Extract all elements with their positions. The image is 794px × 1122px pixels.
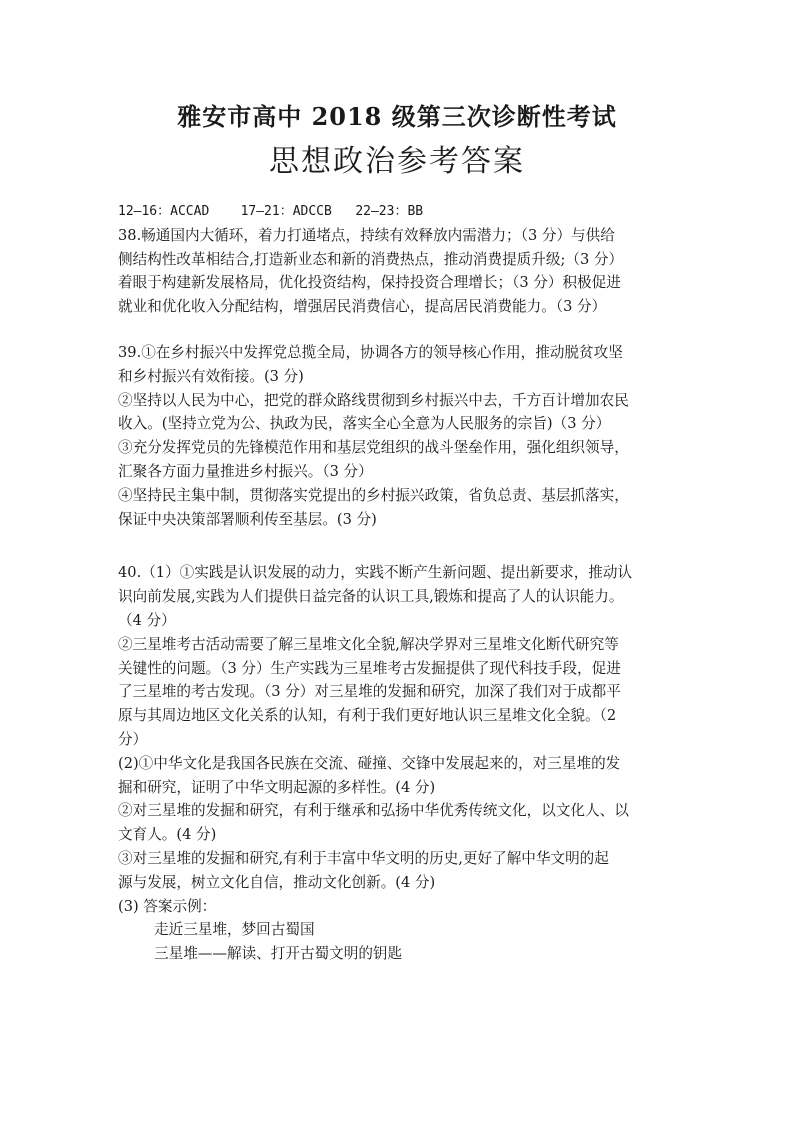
multiple-choice-answers: 12—16：ACCAD 17—21：ADCCB 22—23：BB: [118, 204, 424, 219]
q39-line: 39.①在乡村振兴中发挥党总揽全局，协调各方的领导核心作用，推动脱贫攻坚: [118, 343, 623, 361]
q38-line: 38.畅通国内大循环，着力打通堵点，持续有效释放内需潜力；（3 分）与供给: [118, 226, 615, 244]
q38-line: 侧结构性改革相结合,打造新业态和新的消费热点，推动消费提质升级;（3 分）: [118, 250, 624, 268]
question-38-answer: [118, 224, 690, 319]
spacer: [118, 319, 690, 341]
q39-line: ③充分发挥党员的先锋模范作用和基层党组织的战斗堡垒作用，强化组织领导，: [118, 439, 629, 457]
q40-line: 了三星堆的考古发现。（3 分）对三星堆的发掘和研究，加深了我们对于成都平: [118, 683, 621, 701]
q40-example: 三星堆——解读、打开古蜀文明的钥匙: [154, 945, 403, 963]
question-40-answer: [118, 561, 690, 966]
q39-line: ④坚持民主集中制，贯彻落实党提出的乡村振兴政策，省负总责、基层抓落实，: [118, 486, 629, 504]
q38-line: 着眼于构建新发展格局，优化投资结构，保持投资合理增长；（3 分）积极促进: [118, 274, 621, 292]
q40-line: 源与发展，树立文化自信，推动文化创新。(4 分): [118, 873, 436, 891]
q40-line: 掘和研究，证明了中华文明起源的多样性。(4 分): [118, 778, 436, 796]
q40-example: 走近三星堆，梦回古蜀国: [154, 921, 315, 939]
q40-line: 分）: [118, 730, 148, 748]
q40-line: ②对三星堆的发掘和研究，有利于继承和弘扬中华优秀传统文化，以文化人、以: [118, 802, 629, 820]
q39-line: 和乡村振兴有效衔接。(3 分): [118, 367, 304, 385]
q39-line: ②坚持以人民为中心，把党的群众路线贯彻到乡村振兴中去，千方百计增加农民: [118, 391, 629, 409]
spacer: [118, 531, 690, 561]
q40-line: ③对三星堆的发掘和研究,有利于丰富中华文明的历史,更好了解中华文明的起: [118, 849, 609, 867]
q40-line: (2)①中华文化是我国各民族在交流、碰撞、交锋中发展起来的，对三星堆的发: [118, 754, 621, 772]
exam-title: 雅安市高中 2018 级第三次诊断性考试: [177, 102, 617, 131]
question-39-answer: [118, 341, 690, 531]
q40-line: 文育人。(4 分): [118, 826, 217, 844]
answer-key-title: 思想政治参考答案: [269, 144, 525, 179]
q40-line: 40.（1）①实践是认识发展的动力，实践不断产生新问题、提出新要求，推动认: [118, 564, 633, 582]
q40-line: ②三星堆考古活动需要了解三星堆文化全貌,解决学界对三星堆文化断代研究等: [118, 635, 619, 653]
q38-line: 就业和优化收入分配结构，增强居民消费信心，提高居民消费能力。（3 分）: [118, 298, 607, 316]
q39-line: 收入。(坚持立党为公、执政为民，落实全心全意为人民服务的宗旨)（3 分）: [118, 415, 611, 433]
q39-line: 保证中央决策部署顺利传至基层。(3 分): [118, 510, 377, 528]
q40-line: （4 分）: [118, 611, 176, 629]
q40-line: 识向前发展,实践为人们提供日益完备的认识工具,锻炼和提高了人的认识能力。: [118, 588, 624, 606]
q40-line: (3) 答案示例：: [118, 897, 217, 915]
q39-line: 汇聚各方面力量推进乡村振兴。（3 分）: [118, 462, 373, 480]
q40-line: 关键性的问题。（3 分）生产实践为三星堆考古发掘提供了现代科技手段，促进: [118, 659, 621, 677]
answer-body: [118, 200, 690, 966]
q40-line: 原与其周边地区文化关系的认知，有利于我们更好地认识三星堆文化全貌。（2: [118, 707, 617, 725]
